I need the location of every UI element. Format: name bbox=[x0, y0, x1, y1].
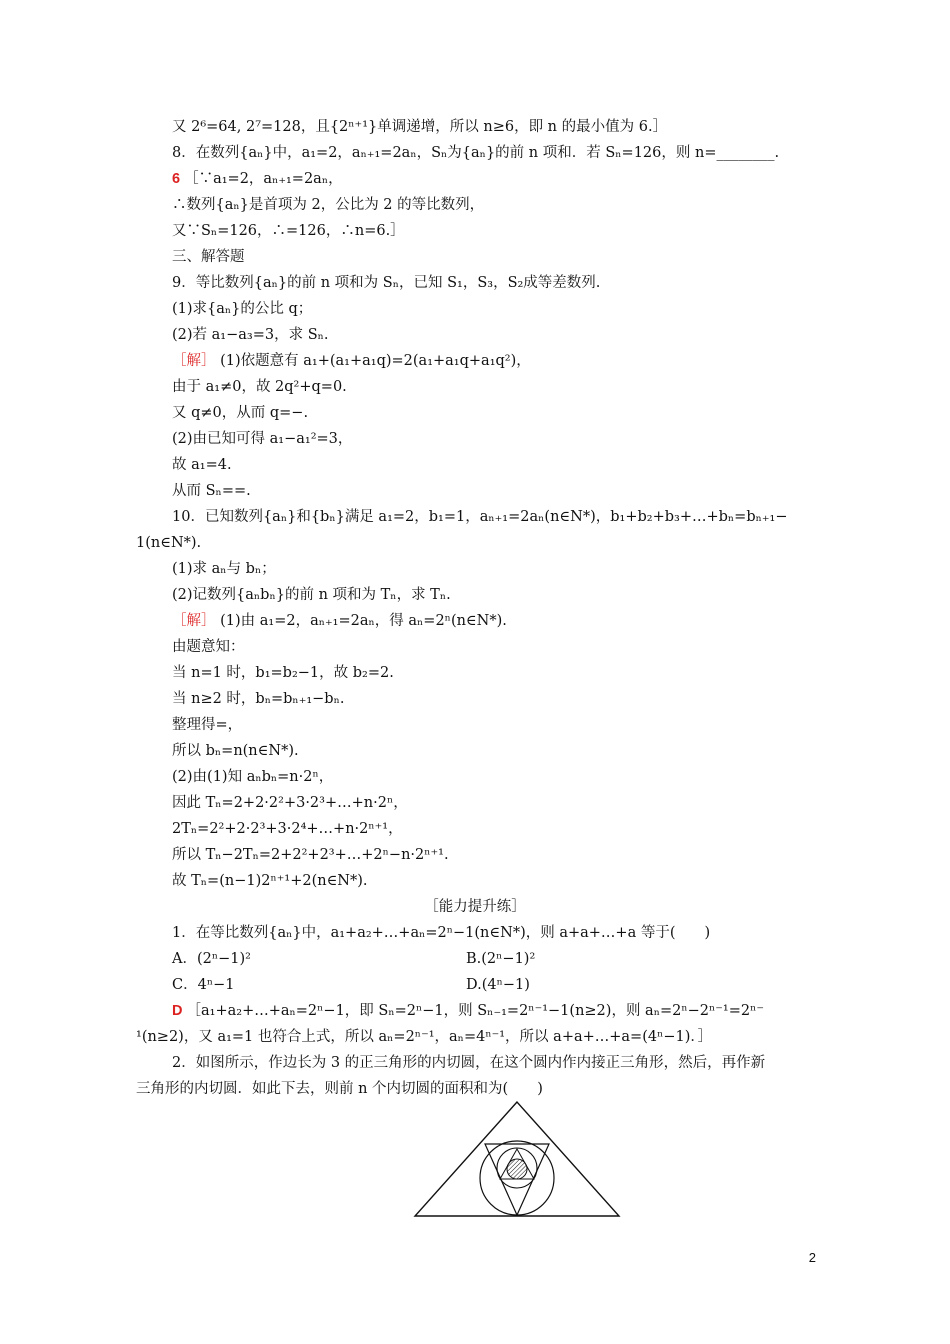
line-text: (2)由(1)知 aₙbₙ=n·2ⁿ， bbox=[172, 769, 334, 785]
line-text: 所以 Tₙ−2Tₙ=2+2²+2³+…+2ⁿ−n·2ⁿ⁺¹. bbox=[172, 847, 449, 863]
line-text: 当 n=1 时，b₁=b₂−1，故 b₂=2. bbox=[172, 665, 394, 681]
line-text: B.(2ⁿ−1)² bbox=[466, 951, 536, 967]
text-line bbox=[466, 976, 530, 994]
line-text: ∴数列{aₙ}是首项为 2，公比为 2 的等比数列， bbox=[172, 197, 485, 213]
line-text: 三、解答题 bbox=[172, 249, 245, 265]
line-text: (2)若 a₁−a₃=3，求 Sₙ. bbox=[172, 327, 329, 343]
text-line bbox=[172, 560, 276, 578]
text-line bbox=[172, 924, 710, 942]
line-text: 整理得=， bbox=[172, 717, 243, 733]
line-text: (1)求{aₙ}的公比 q； bbox=[172, 301, 313, 317]
line-text: ［∵a₁=2，aₙ₊₁=2aₙ， bbox=[184, 171, 343, 187]
line-text: 三角形的内切圆．如此下去，则前 n 个内切圆的面积和为( ) bbox=[136, 1081, 543, 1097]
text-line bbox=[172, 742, 299, 760]
line-text: A．(2ⁿ−1)² bbox=[172, 951, 251, 967]
nested-triangles-figure bbox=[413, 1100, 621, 1220]
line-text: 又∵Sₙ=126，∴=126，∴n=6.］ bbox=[172, 223, 405, 239]
text-line bbox=[172, 820, 403, 838]
text-line bbox=[172, 326, 329, 344]
text-line bbox=[466, 950, 535, 968]
line-text: 2Tₙ=2²+2·2³+3·2⁴+…+n·2ⁿ⁺¹， bbox=[172, 821, 403, 837]
page-number: 2 bbox=[808, 1250, 816, 1265]
line-text: 9．等比数列{aₙ}的前 n 项和为 Sₙ，已知 S₁，S₃，S₂成等差数列. bbox=[172, 275, 601, 291]
line-text: 1(n∈N*). bbox=[136, 535, 202, 551]
text-line bbox=[172, 352, 531, 370]
text-line bbox=[172, 768, 333, 786]
text-line bbox=[136, 1080, 543, 1098]
text-line bbox=[172, 1002, 764, 1020]
text-line bbox=[172, 300, 312, 318]
text-line bbox=[172, 638, 245, 656]
line-text: 当 n≥2 时，bₙ=bₙ₊₁−bₙ. bbox=[172, 691, 345, 707]
text-line bbox=[172, 976, 234, 994]
text-line bbox=[136, 534, 201, 552]
text-line bbox=[172, 846, 449, 864]
line-text: D.(4ⁿ−1) bbox=[466, 977, 530, 993]
line-text: 故 a₁=4. bbox=[172, 457, 232, 473]
text-line bbox=[172, 118, 667, 136]
line-text: 又 q≠0，从而 q=−. bbox=[172, 405, 309, 421]
line-text: 8．在数列{aₙ}中，a₁=2，aₙ₊₁=2aₙ，Sₙ为{aₙ}的前 n 项和．若 Sₙ=126，则 n=________. bbox=[172, 145, 780, 161]
text-line bbox=[172, 248, 245, 266]
solution-tag: ［解］ bbox=[172, 353, 216, 369]
text-line bbox=[172, 794, 408, 812]
line-text: ¹(n≥2)，又 a₁=1 也符合上式，所以 aₙ=2ⁿ⁻¹，aₙ=4ⁿ⁻¹，所以 a+a+…+a=(4ⁿ−1)．］ bbox=[136, 1029, 713, 1045]
line-text: 由于 a₁≠0，故 2q²+q=0. bbox=[172, 379, 347, 395]
line-text: ［a₁+a₂+…+aₙ=2ⁿ−1，即 Sₙ=2ⁿ−1，则 Sₙ₋₁=2ⁿ⁻¹−1(n≥2)，则 aₙ=2ⁿ−2ⁿ⁻¹=2ⁿ⁻ bbox=[186, 1003, 765, 1019]
shaded-incircle bbox=[507, 1159, 527, 1179]
line-text: (2)记数列{aₙbₙ}的前 n 项和为 Tₙ，求 Tₙ. bbox=[172, 587, 451, 603]
line-text: 10．已知数列{aₙ}和{bₙ}满足 a₁=2，b₁=1，aₙ₊₁=2aₙ(n∈N*)，b₁+b₂+b₃+…+bₙ=bₙ₊₁− bbox=[172, 509, 788, 525]
line-text: 从而 Sₙ==. bbox=[172, 483, 251, 499]
text-line bbox=[0, 898, 950, 916]
text-line bbox=[172, 664, 394, 682]
text-line bbox=[172, 612, 507, 630]
text-line bbox=[172, 872, 368, 890]
text-line bbox=[172, 586, 451, 604]
line-text: (1)由 a₁=2，aₙ₊₁=2aₙ，得 aₙ=2ⁿ(n∈N*). bbox=[215, 613, 507, 629]
line-text: ［能力提升练］ bbox=[424, 899, 526, 915]
line-text: 故 Tₙ=(n−1)2ⁿ⁺¹+2(n∈N*). bbox=[172, 873, 368, 889]
text-line bbox=[172, 144, 779, 162]
line-text: C．4ⁿ−1 bbox=[172, 977, 235, 993]
text-line bbox=[172, 196, 484, 214]
line-text: 由题意知： bbox=[172, 639, 245, 655]
text-line bbox=[172, 716, 242, 734]
line-text: 因此 Tₙ=2+2·2²+3·2³+…+n·2ⁿ， bbox=[172, 795, 408, 811]
text-line bbox=[172, 950, 251, 968]
line-text: 1．在等比数列{aₙ}中，a₁+a₂+…+aₙ=2ⁿ−1(n∈N*)，则 a+a+…+a 等于( ) bbox=[172, 925, 711, 941]
line-text: 又 2⁶=64, 2⁷=128，且{2ⁿ⁺¹}单调递增，所以 n≥6，即 n 的最小值为 6.］ bbox=[172, 119, 668, 135]
answer-label: 6 bbox=[172, 171, 185, 187]
text-line bbox=[172, 404, 308, 422]
text-line bbox=[172, 170, 343, 188]
line-text: 所以 bₙ=n(n∈N*). bbox=[172, 743, 299, 759]
text-line bbox=[172, 690, 344, 708]
answer-label: D bbox=[172, 1003, 187, 1019]
line-text: (1)依题意有 a₁+(a₁+a₁q)=2(a₁+a₁q+a₁q²)， bbox=[215, 353, 531, 369]
text-line bbox=[172, 378, 347, 396]
line-text: (2)由已知可得 a₁−a₁²=3， bbox=[172, 431, 353, 447]
text-line bbox=[172, 482, 251, 500]
text-line bbox=[136, 1028, 712, 1046]
text-line bbox=[172, 1054, 765, 1072]
solution-tag: ［解］ bbox=[172, 613, 216, 629]
text-line bbox=[172, 508, 788, 526]
text-line bbox=[172, 430, 352, 448]
text-line bbox=[172, 274, 600, 292]
text-line bbox=[172, 222, 405, 240]
text-line bbox=[172, 456, 232, 474]
line-text: (1)求 aₙ与 bₙ； bbox=[172, 561, 276, 577]
line-text: 2．如图所示，作边长为 3 的正三角形的内切圆，在这个圆内作内接正三角形，然后，再作新 bbox=[172, 1055, 766, 1071]
